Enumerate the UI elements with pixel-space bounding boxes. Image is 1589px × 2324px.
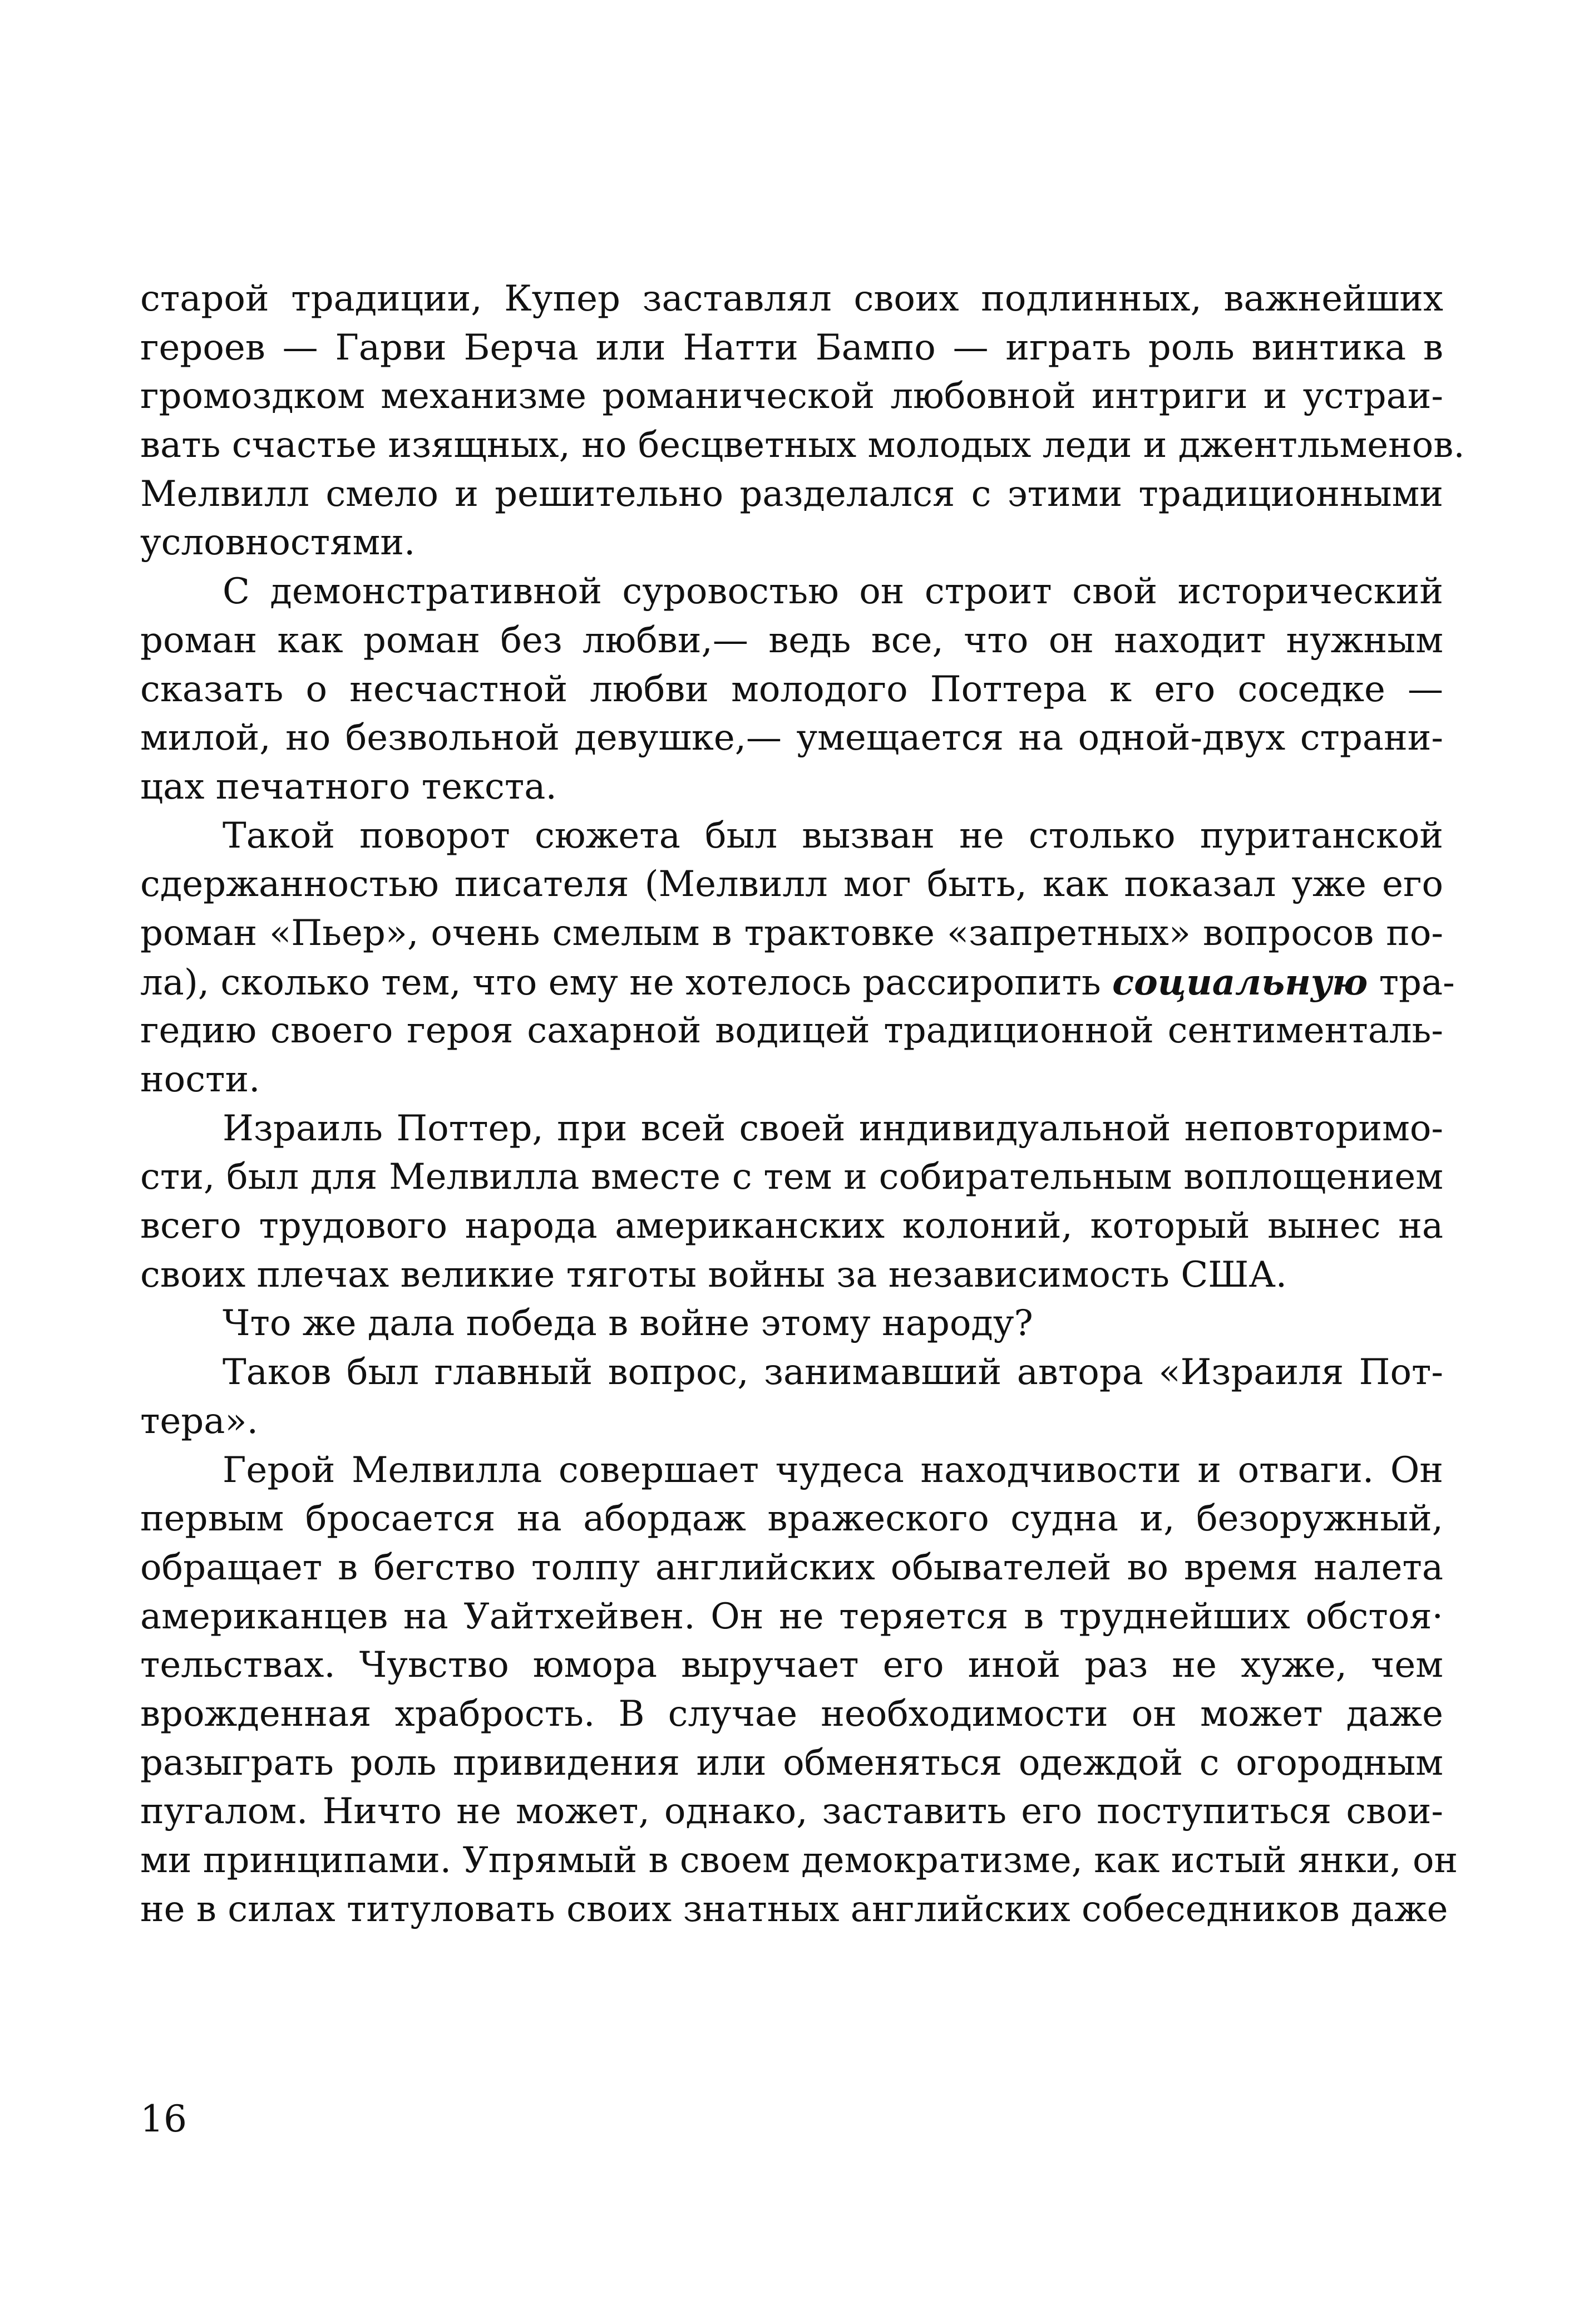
text-line: С демонстративной суровостью он строит свой исторический <box>223 571 1443 613</box>
text-line: сти, был для Мелвилла вместе с тем и собирательным воплощением <box>140 1156 1443 1198</box>
text-line: героев — Гарви Берча или Натти Бампо — играть роль винтика в <box>140 327 1443 368</box>
text-line: первым бросается на абордаж вражеского судна и, безоружный, <box>140 1498 1443 1540</box>
text-line: сказать о несчастной любви молодого Поттера к его соседке — <box>140 668 1443 710</box>
body-text <box>140 275 1465 1934</box>
text-line: своих плечах великие тяготы войны за независимость США. <box>140 1254 1287 1296</box>
page-number: 16 <box>140 2097 187 2140</box>
text-line: пугалом. Ничто не может, однако, заставить его поступиться свои- <box>140 1791 1443 1833</box>
text-line: Мелвилл смело и решительно разделался с этими традиционными <box>140 473 1443 515</box>
text-line: обращает в бегство толпу английских обывателей во время налета <box>140 1547 1443 1588</box>
text-line: гедию своего героя сахарной водицей традиционной сентименталь- <box>140 1010 1443 1052</box>
text-line-start: ла), сколько тем, что ему не хотелось рассиропить <box>140 962 1101 1003</box>
text-line: милой, но безвольной девушке,— умещается на одной-двух страни- <box>140 717 1443 759</box>
emphasized-word: социальную <box>1112 961 1368 1003</box>
text-line: Что же дала победа в войне этому народу? <box>223 1303 1033 1345</box>
text-line: не в силах титуловать своих знатных английских собеседников даже <box>140 1888 1448 1930</box>
text-line-with-emphasis <box>140 958 1455 1007</box>
text-line: роман как роман без любви,— ведь все, что он находит нужным <box>140 619 1443 661</box>
text-line: разыграть роль привидения или обменяться одеждой с огородным <box>140 1742 1443 1784</box>
text-line: тельствах. Чувство юмора выручает его иной раз не хуже, чем <box>140 1644 1443 1686</box>
text-line: ности. <box>140 1059 260 1100</box>
text-line: Таков был главный вопрос, занимавший автора «Израиля Пот- <box>223 1352 1443 1394</box>
text-line: старой традиции, Купер заставлял своих подлинных, важнейших <box>140 278 1443 319</box>
text-line: громоздком механизме романической любовной интриги и устраи- <box>140 376 1443 417</box>
text-line: сдержанностью писателя (Мелвилл мог быть, как показал уже его <box>140 864 1443 905</box>
text-line-end: тра- <box>1379 962 1455 1003</box>
text-line: всего трудового народа американских колоний, который вынес на <box>140 1205 1443 1247</box>
text-line: Израиль Поттер, при всей своей индивидуальной неповторимо- <box>223 1107 1443 1149</box>
text-line: Герой Мелвилла совершает чудеса находчивости и отваги. Он <box>223 1449 1443 1491</box>
text-line: врожденная храбрость. В случае необходимости он может даже <box>140 1693 1443 1735</box>
text-line: ми принципами. Упрямый в своем демократизме, как истый янки, он <box>140 1840 1458 1881</box>
text-line: вать счастье изящных, но бесцветных молодых леди и джентльменов. <box>140 425 1465 466</box>
text-line: роман «Пьер», очень смелым в трактовке «запретных» вопросов по- <box>140 912 1443 954</box>
text-line: Такой поворот сюжета был вызван не столько пуританской <box>223 815 1443 856</box>
text-line: американцев на Уайтхейвен. Он не теряется в труднейших обстоя· <box>140 1596 1443 1637</box>
text-line: тера». <box>140 1400 258 1442</box>
text-line: условностями. <box>140 522 416 564</box>
text-line: цах печатного текста. <box>140 766 557 808</box>
